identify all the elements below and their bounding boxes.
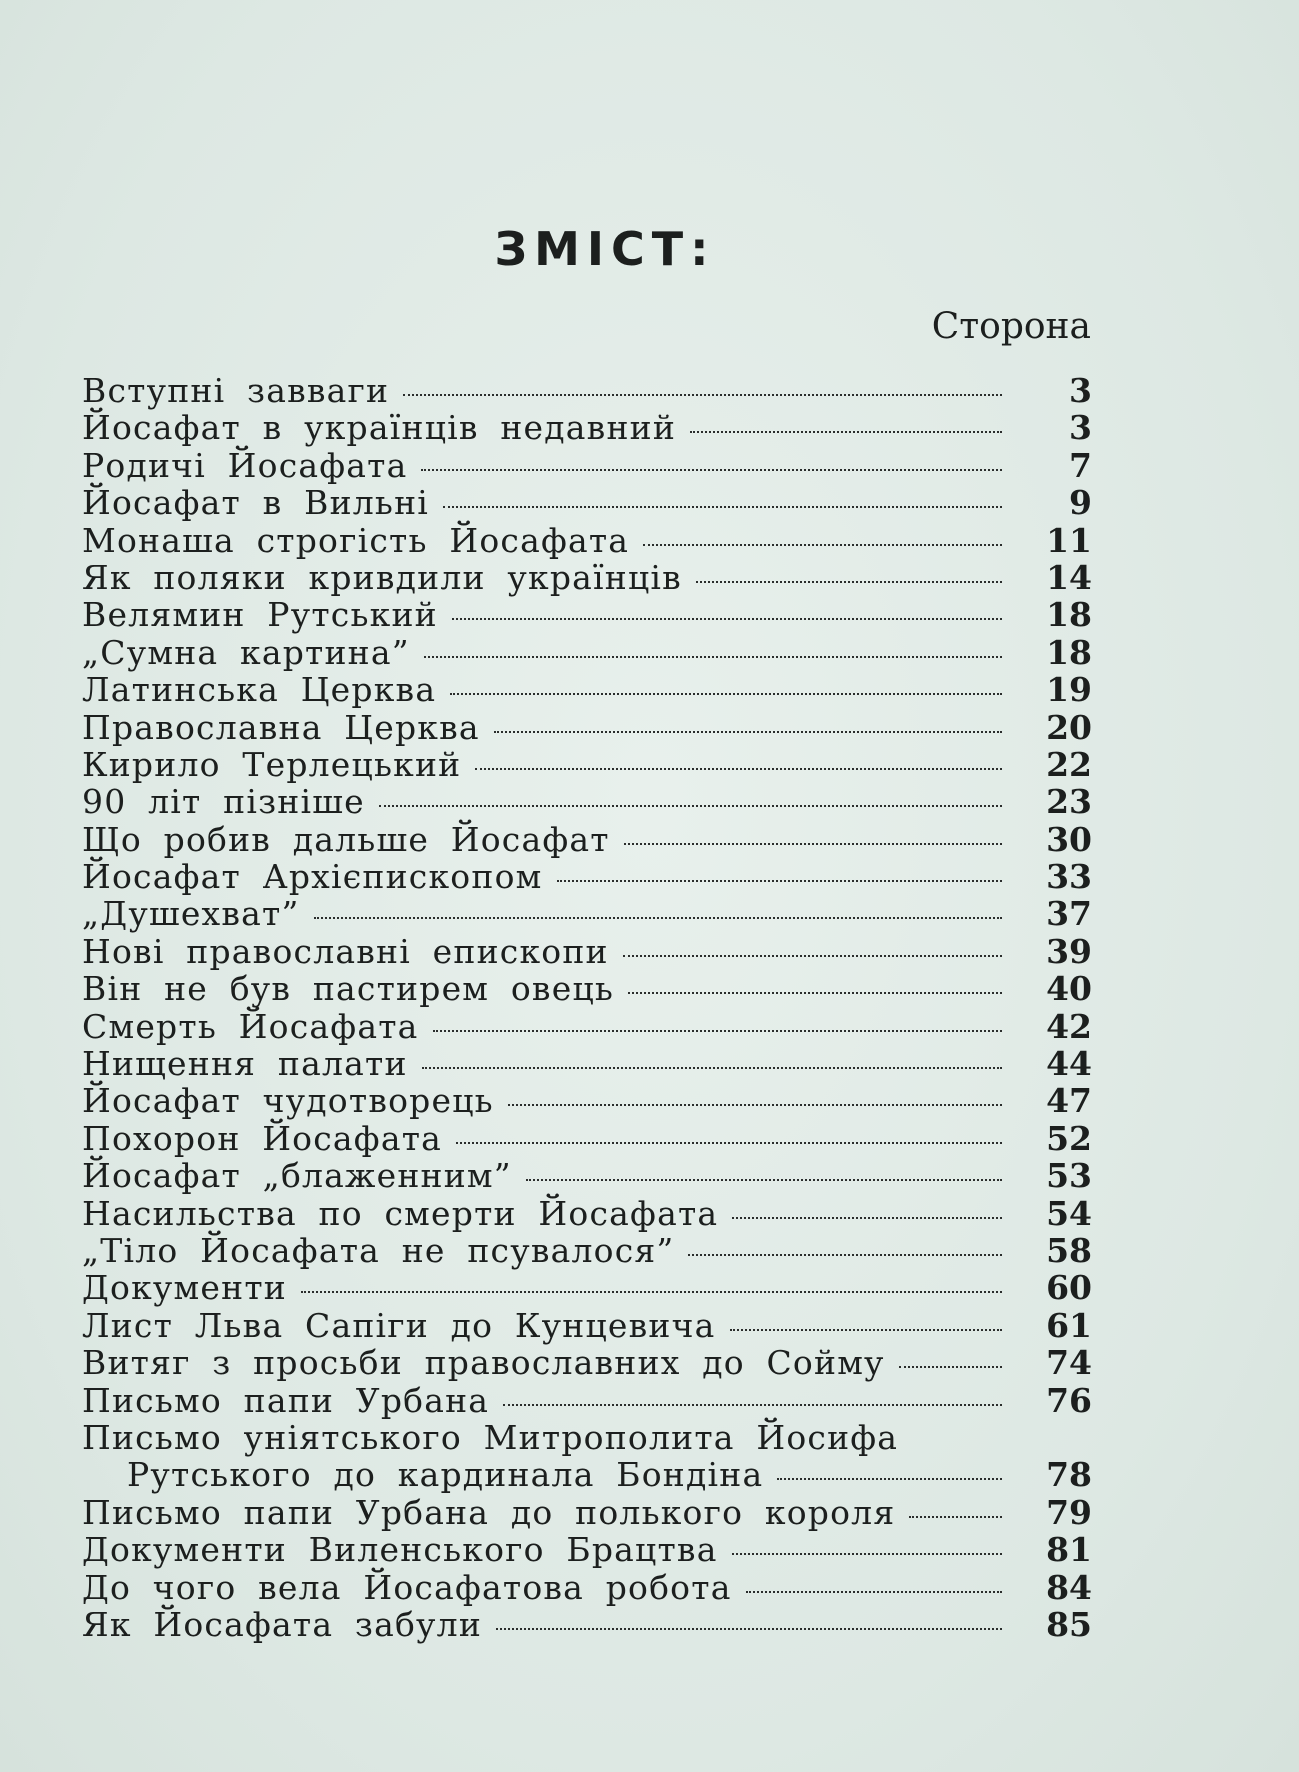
toc-entry-title: Документи	[82, 1268, 287, 1308]
dot-leader	[452, 618, 1002, 620]
toc-entry-title: Велямин Рутський	[82, 595, 438, 635]
toc-entry-title: Витяг з просьби православних до Сойму	[82, 1343, 885, 1383]
toc-entry-page-number: 58	[1046, 1230, 1092, 1270]
toc-entry	[82, 1082, 1092, 1119]
dot-leader	[909, 1516, 1002, 1518]
toc-entry-page-number: 42	[1046, 1006, 1092, 1046]
toc-entry	[82, 634, 1092, 671]
toc-entry-page-number: 11	[1046, 520, 1092, 560]
toc-entry-title: Кирило Терлецький	[82, 744, 462, 784]
toc-entry	[82, 1344, 1092, 1381]
dot-leader	[301, 1291, 1002, 1293]
dot-leader	[777, 1478, 1002, 1480]
dot-leader	[508, 1104, 1002, 1106]
dot-leader	[403, 394, 1002, 396]
dot-leader	[746, 1591, 1002, 1593]
toc-entry-page-number: 81	[1046, 1530, 1092, 1570]
toc-entry	[82, 671, 1092, 708]
toc-entry	[82, 1269, 1092, 1306]
toc-entry-page-number: 78	[1046, 1455, 1092, 1495]
dot-leader	[643, 544, 1002, 546]
dot-leader	[422, 1067, 1002, 1069]
toc-entry-page-number: 52	[1046, 1118, 1092, 1158]
toc-entry-page-number: 44	[1046, 1044, 1092, 1084]
toc-entry-title: Похорон Йосафата	[82, 1118, 443, 1158]
dot-leader	[494, 731, 1002, 733]
toc-entry-page-number: 39	[1046, 931, 1092, 971]
toc-entry-title: Православна Церква	[82, 707, 480, 747]
toc-entry-title: 90 літ пізніше	[82, 782, 365, 822]
toc-entry-title: Як Йосафата забули	[82, 1604, 483, 1644]
toc-entry-title: Документи Виленського Брацтва	[82, 1530, 718, 1570]
toc-entry-page-number: 9	[1069, 483, 1092, 523]
toc-entry	[82, 1606, 1092, 1643]
toc-entry	[82, 484, 1092, 521]
toc-entry-page-number: 61	[1046, 1305, 1092, 1345]
dot-leader	[628, 992, 1002, 994]
toc-entry-page-number: 40	[1046, 969, 1092, 1009]
toc-entry-title: Йосафат Архієпископом	[82, 857, 543, 897]
toc-entry	[82, 1382, 1092, 1419]
dot-leader	[450, 693, 1002, 695]
toc-entry	[82, 559, 1092, 596]
toc-entry	[82, 409, 1092, 446]
toc-entry-title: Письмо уніятського Митрополита Йосифа	[82, 1417, 899, 1457]
dot-leader	[314, 917, 1002, 919]
dot-leader	[557, 880, 1002, 882]
toc-entry	[82, 596, 1092, 633]
toc-entry-page-number: 23	[1046, 782, 1092, 822]
toc-entry	[82, 1531, 1092, 1568]
dot-leader	[503, 1404, 1002, 1406]
toc-entry-page-number: 22	[1046, 744, 1092, 784]
dot-leader	[421, 469, 1002, 471]
toc-entry-title: Монаша строгість Йосафата	[82, 520, 630, 560]
toc-entry-title: Письмо папи Урбана	[82, 1380, 490, 1420]
toc-entry-page-number: 3	[1069, 408, 1092, 448]
dot-leader	[730, 1329, 1003, 1331]
toc-entry-page-number: 14	[1046, 557, 1092, 597]
toc-entry-page-number: 7	[1069, 445, 1092, 485]
toc-entry	[82, 1195, 1092, 1232]
dot-leader	[379, 805, 1002, 807]
toc-entry	[82, 522, 1092, 559]
dot-leader	[475, 768, 1002, 770]
dot-leader	[443, 506, 1002, 508]
dot-leader	[899, 1366, 1002, 1368]
toc-entry-page-number: 76	[1046, 1380, 1092, 1420]
toc-entry-title: „Душехват”	[82, 894, 300, 934]
toc-entry	[82, 783, 1092, 820]
toc-entry-page-number: 74	[1046, 1343, 1092, 1383]
toc-entry-title: Насильства по смерти Йосафата	[82, 1193, 719, 1233]
dot-leader	[623, 955, 1002, 957]
toc-entry-page-number: 20	[1046, 707, 1092, 747]
toc-entry	[82, 746, 1092, 783]
toc-entry	[82, 1157, 1092, 1194]
toc-entry-page-number: 18	[1046, 632, 1092, 672]
toc-entry	[82, 970, 1092, 1007]
toc-entry	[82, 1569, 1092, 1606]
toc-entry-page-number: 37	[1046, 894, 1092, 934]
dot-leader	[732, 1217, 1002, 1219]
toc-entry	[82, 709, 1092, 746]
toc-entry-title: „Тіло Йосафата не псувалося”	[82, 1230, 675, 1270]
toc-entry-page-number: 85	[1046, 1604, 1092, 1644]
page-title: ЗМІСТ:	[494, 222, 716, 276]
toc-entry-title: Що робив дальше Йосафат	[82, 819, 610, 859]
toc-entry-title: Лист Льва Сапіги до Кунцевича	[82, 1305, 716, 1345]
toc-entry-page-number: 3	[1069, 371, 1092, 410]
toc-entry	[82, 447, 1092, 484]
toc-entry-title: Вступні завваги	[82, 371, 390, 410]
dot-leader	[690, 431, 1002, 433]
toc-entry-page-number: 54	[1046, 1193, 1092, 1233]
toc-entry-title: Йосафат чудотворець	[82, 1081, 494, 1121]
toc-entry	[82, 1494, 1092, 1531]
toc-entry-title: „Сумна картина”	[82, 632, 410, 672]
toc-entry-title: Йосафат в Вильні	[82, 483, 430, 523]
toc-entry-page-number: 30	[1046, 819, 1092, 859]
dot-leader	[526, 1179, 1002, 1181]
toc-entry	[82, 372, 1092, 409]
dot-leader	[433, 1030, 1002, 1032]
toc-entry-title: Йосафат в українців недавний	[82, 408, 677, 448]
toc-entry-title: Йосафат „блаженним”	[82, 1156, 512, 1196]
toc-entry	[82, 1045, 1092, 1082]
toc-entry	[82, 1419, 1092, 1456]
toc-entry-title: Родичі Йосафата	[82, 445, 408, 485]
toc-entry	[82, 858, 1092, 895]
toc-entry-page-number: 53	[1046, 1156, 1092, 1196]
toc-entry-page-number: 84	[1046, 1567, 1092, 1607]
dot-leader	[424, 656, 1002, 658]
toc-entry	[82, 1008, 1092, 1045]
dot-leader	[732, 1553, 1002, 1555]
toc-entry-page-number: 79	[1046, 1492, 1092, 1532]
toc-entry-page-number: 47	[1046, 1081, 1092, 1121]
dot-leader	[496, 1628, 1002, 1630]
dot-leader	[624, 843, 1002, 845]
toc-entry-page-number: 33	[1046, 857, 1092, 897]
toc-entry-title: Письмо папи Урбана до полького короля	[82, 1492, 896, 1532]
toc-entry	[82, 821, 1092, 858]
dot-leader	[688, 1254, 1002, 1256]
toc-entry-title: Нищення палати	[82, 1044, 408, 1084]
toc-entry-page-number: 60	[1046, 1268, 1092, 1308]
toc-entry	[82, 1120, 1092, 1157]
toc-entry-title: До чого вела Йосафатова робота	[82, 1567, 732, 1607]
toc-entry-title: Латинська Церква	[82, 670, 437, 710]
toc-entry-title: Рутського до кардинала Бондіна	[127, 1455, 764, 1495]
dot-leader	[696, 581, 1002, 583]
toc-entry	[82, 933, 1092, 970]
toc-entry-title: Він не був пастирем овець	[82, 969, 615, 1009]
page-column-header: Сторона	[931, 306, 1091, 347]
toc-entry	[82, 1307, 1092, 1344]
toc-entry	[82, 1232, 1092, 1269]
dot-leader	[456, 1142, 1002, 1144]
table-of-contents	[82, 372, 1092, 1643]
toc-entry-page-number: 18	[1046, 595, 1092, 635]
toc-entry-title: Смерть Йосафата	[82, 1006, 419, 1046]
toc-entry-title: Нові православні епископи	[82, 931, 609, 971]
toc-entry	[82, 895, 1092, 932]
toc-entry	[82, 1456, 1092, 1493]
toc-entry-page-number: 19	[1046, 670, 1092, 710]
toc-entry-title: Як поляки кривдили українців	[82, 557, 682, 597]
